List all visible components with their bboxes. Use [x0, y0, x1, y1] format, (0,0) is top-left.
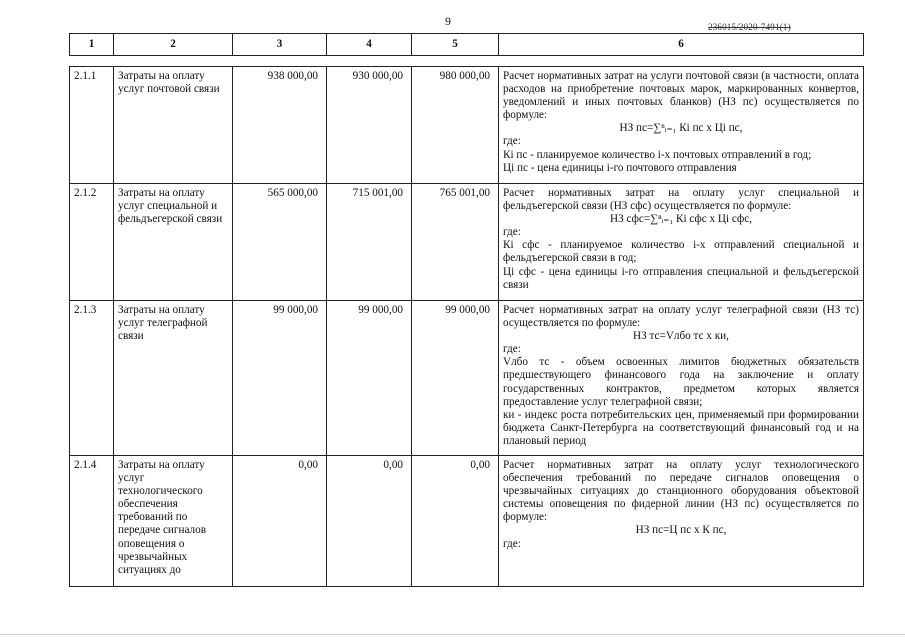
description-text: где: [503, 135, 521, 148]
row-name: Затраты на оплату услуг специальной и фельдъегерской связи [114, 184, 233, 301]
row-name: Затраты на оплату услуг технологического обеспечения требований по передаче сигналов оповещения о чрезвычайных ситуациях до [114, 456, 233, 587]
document-code: 236015/2020-7491(1) [708, 22, 791, 32]
value-col-5: 765 001,00 [412, 184, 499, 301]
value-col-3: 938 000,00 [233, 67, 327, 184]
formula: НЗ сфс=∑ⁿᵢ₌₁ Кi сфс х Цi сфс, [609, 213, 752, 226]
formula: НЗ тс=Vлбо тс х ки, [633, 330, 729, 343]
table-row [70, 456, 864, 587]
row-name: Затраты на оплату услуг почтовой связи [114, 67, 233, 184]
description-text: где: [503, 537, 521, 550]
cost-table [69, 66, 864, 587]
table-row [70, 67, 864, 184]
header-col-1: 1 [70, 34, 114, 56]
page-number: 9 [445, 14, 451, 28]
description-text: Расчет нормативных затрат на оплату услуг технологического обеспечения требований по передаче сигналов оповещения о чрезвычайных ситуациях до станционного оборудования объектовой системы оповещения по фидерной линии (НЗ пс) осуществляется по формуле: [503, 459, 859, 524]
row-number: 2.1.2 [70, 184, 114, 301]
header-col-5: 5 [412, 34, 499, 56]
value-col-3: 565 000,00 [233, 184, 327, 301]
value-col-5: 0,00 [412, 456, 499, 587]
value-col-5: 980 000,00 [412, 67, 499, 184]
description-text: Расчет нормативных затрат на услуги почтовой связи (в частности, оплата расходов на приобретение почтовых марок, маркированных конвертов, уведомлений и иных почтовых бланков) (НЗ пс) осуществляется по формуле: [503, 70, 859, 122]
formula: НЗ пс=∑ⁿᵢ₌₁ Кi пс х Цi пс, [619, 122, 743, 135]
description [499, 67, 864, 184]
value-col-5: 99 000,00 [412, 301, 499, 456]
value-col-3: 99 000,00 [233, 301, 327, 456]
description-text: Кi пс - планируемое количество i-х почтовых отправлений в год; [503, 148, 812, 161]
description-text: Кi сфс - планируемое количество i-х отправлений специальной и фельдъегерской связи в год; [503, 239, 859, 265]
description-text: Цi пс - цена единицы i-го почтового отправления [503, 161, 737, 174]
formula: НЗ пс=Ц пс х К пс, [635, 524, 727, 537]
row-number: 2.1.4 [70, 456, 114, 587]
value-col-3: 0,00 [233, 456, 327, 587]
description-text: Расчет нормативных затрат на оплату услуг телеграфной связи (НЗ тс) осуществляется по формуле: [503, 304, 859, 330]
description-text: ки - индекс роста потребительских цен, применяемый при формировании бюджета Санкт-Петербурга на соответствующий финансовый год и на плановый период [503, 408, 859, 447]
description [499, 184, 864, 301]
header-col-3: 3 [233, 34, 327, 56]
scan-edge-line [0, 634, 905, 635]
value-col-4: 0,00 [327, 456, 412, 587]
row-number: 2.1.1 [70, 67, 114, 184]
row-number: 2.1.3 [70, 301, 114, 456]
description [499, 456, 864, 587]
description [499, 301, 864, 456]
value-col-4: 99 000,00 [327, 301, 412, 456]
value-col-4: 930 000,00 [327, 67, 412, 184]
header-col-6: 6 [499, 34, 864, 56]
value-col-4: 715 001,00 [327, 184, 412, 301]
description-text: Vлбо тс - объем освоенных лимитов бюджетных обязательств предшествующего финансового года на заключение и оплату государственных контрактов, предметом которых является предоставление услуг телеграфной связи; [503, 356, 859, 408]
header-col-4: 4 [327, 34, 412, 56]
header-row [70, 34, 864, 56]
table-row [70, 184, 864, 301]
column-header-table [69, 33, 864, 56]
header-col-2: 2 [114, 34, 233, 56]
description-text: где: [503, 226, 521, 239]
table-row [70, 301, 864, 456]
row-name: Затраты на оплату услуг телеграфной связи [114, 301, 233, 456]
description-text: Расчет нормативных затрат на оплату услуг специальной и фельдъегерской связи (НЗ сфс) осуществляется по формуле: [503, 187, 859, 213]
description-text: где: [503, 343, 521, 356]
description-text: Цi сфс - цена единицы i-го отправления специальной и фельдъегерской связи [503, 265, 859, 291]
